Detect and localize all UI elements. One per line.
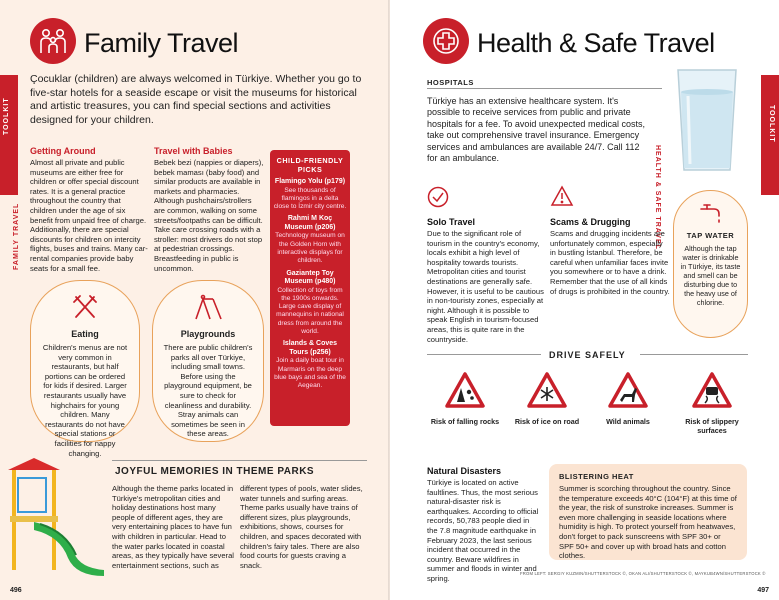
fork-knife-icon [41, 293, 129, 321]
pick-name: Flamingo Yolu (p179) [274, 178, 346, 185]
faucet-icon [680, 201, 741, 225]
pick-desc: Technology museum on the Golden Horn with interactive displays for children. [275, 232, 345, 265]
hospitals-rule [427, 88, 662, 89]
check-circle-icon [427, 186, 449, 213]
playground-slide-image [4, 458, 108, 578]
playgrounds-card [152, 280, 264, 442]
playgrounds-body: There are public children's parks all over Türkiye, including small towns. Before using the playground equipment, be sure to check for cleanliness and durability. Stray animals can sometimes be seen in these areas. [163, 343, 253, 439]
scams-body: Scams and drugging incidents are unfortunately common, especially in bustling İstanbul. Therefore, be careful when unfamiliar faces invite you somewhere or to have a drink. Remember that the use of all kinds of drugs is prohibited in the country. [550, 229, 670, 296]
tap-water-heading: TAP WATER [686, 231, 735, 240]
sign-ice-on-road [512, 372, 582, 426]
page-number-left: 496 [10, 587, 22, 594]
falling-rocks-icon [445, 372, 485, 408]
theme-parks-heading: JOYFUL MEMORIES IN THEME PARKS [115, 466, 315, 477]
getting-around-body: Almost all private and public museums are either free for children or offer special discount rates. It is a general practice throughout the country that children under the age of six benefit from unpaid free of charge. Additionally, there are special discounts for children on intercity flights, buses and trains. Many car-rental companies provide baby seats for a small fee. [30, 158, 148, 273]
drive-rule-right [640, 354, 748, 355]
travel-with-babies-body: Bebek bezi (nappies or diapers), bebek maması (baby food) and similar products are available in markets and pharmacies. Although pushchairs/strollers are common, walking on some streets/footpaths can be difficult. Take care crossing roads with a stroller: most drivers do not stop at pedestrian crossings. Breastfeeding in public is uncommon. [154, 158, 264, 273]
warning-icon [550, 185, 574, 212]
toolkit-tab-label: TOOLKIT [3, 97, 10, 135]
pick-name: Rahmi M Koç Museum (p206) [284, 215, 336, 231]
deer-icon [608, 372, 648, 408]
eating-card [30, 280, 140, 458]
blistering-heat-body: Summer is scorching throughout the country. Since the temperature exceeds 40°C (104°F) at this time of the year, the risk of sunstroke increases. Summer is even more challenging in seaside locations where humidity is high. To protect yourself from heatwaves, don't forget to pack sunscreens with SPF 30+ or SPF 50+ and cover up with broad hats and cotton clothes. [559, 484, 737, 561]
tap-water-body: Although the tap water is drinkable in Türkiye, its taste and smell can be disturbing due to the heavy use of chlorine. [680, 244, 741, 307]
eating-heading: Eating [71, 329, 99, 339]
section-side-label-left [5, 138, 23, 270]
slippery-road-icon [692, 372, 732, 408]
sign-label: Risk of falling rocks [430, 417, 500, 426]
theme-parks-col2: different types of pools, water slides, water tunnels and surfing areas. Theme parks usually have trains of different sizes, plus playgrounds, exhibitions, shows, courses for children, and spaces decorated with children's fairy tales. There are also food courts for guests craving a snack. [240, 484, 363, 570]
family-intro: Çocuklar (children) are always welcomed in Türkiye. Whether you go to five-star hotels for a seaside escape or visit the museums for historical and artistic treasures, you can find special sections and activities designed for your children. [30, 73, 362, 126]
drive-safely-heading: DRIVE SAFELY [549, 350, 626, 360]
travel-with-babies-heading: Travel with Babies [154, 146, 233, 156]
theme-parks-col1: Although the theme parks located in Türkiye's metropolitan cities and holiday destinations host many people of different ages, they are very entertaining places to have fun with children in particular. Head to the water parks located in coastal areas, as they typically have several entertainment sections, such as [112, 484, 234, 570]
pick-desc: Join a daily boat tour in Marmaris on the deep blue bays and sea of the Aegean. [274, 357, 346, 390]
sign-label: Wild animals [606, 417, 650, 426]
sign-wild-animals [593, 372, 663, 426]
sign-slippery [677, 372, 747, 435]
family-travel-side-label: FAMILY TRAVEL [13, 202, 20, 270]
tap-water-card [673, 190, 748, 338]
playground-icon [163, 293, 253, 321]
toolkit-tab-right [761, 75, 779, 195]
health-side-label: HEALTH & SAFE TRAVEL [654, 145, 662, 250]
natural-disasters-heading: Natural Disasters [427, 466, 502, 476]
ice-icon [527, 372, 567, 408]
playgrounds-heading: Playgrounds [180, 329, 236, 339]
eating-body: Children's menus are not very common in restaurants, but half portions can be ordered for kids if desired. Larger restaurants usually have highchairs for young children. Many restaurants do not have special stations or facilities for nappy changing. [42, 343, 128, 458]
pick-name: Gaziantep Toy Museum (p480) [284, 269, 336, 286]
scams-heading: Scams & Drugging [550, 217, 631, 227]
sign-label: Risk of slippery surfaces [685, 417, 739, 435]
pick-name: Islands & Coves Tours (p256) [282, 340, 338, 356]
water-glass-image [672, 66, 742, 176]
toolkit-tab-label: TOOLKIT [768, 105, 775, 143]
theme-parks-rule [112, 460, 367, 461]
page-title-family-travel: Family Travel [84, 28, 239, 58]
hospitals-heading: HOSPITALS [427, 78, 474, 87]
solo-travel-body: Due to the significant role of tourism in the country's economy, locals exhibit a high level of hospitality towards tourists. Metropolitan cities and tourist destinations are generally safe. However, it is useful to be cautious in non-touristy zones, especially at night. Although it is possible to speak English in tourism-focused areas, this is quite rare in the countryside. [427, 229, 544, 344]
blistering-heat-box [549, 464, 747, 560]
natural-disasters-body: Türkiye is located on active faultlines. Thus, the most serious natural-disaster risk is earthquakes. According to official records, 50,783 people died in the 7.8 magnitude earthquake in February 2023, the last serious incident that occurred in the country. Beware wildfires in summer and floods in winter and spring. [427, 478, 539, 583]
blistering-heat-heading: BLISTERING HEAT [559, 472, 634, 481]
sign-falling-rocks [430, 372, 500, 426]
photo-credits: FROM LEFT: SERGIY KUZMIN/SHUTTERSTOCK ©, OKAN ALI/SHUTTERSTOCK ©, MAYKUB4WN/SHUTTERSTOCK © [520, 571, 766, 576]
solo-travel-heading: Solo Travel [427, 217, 476, 227]
child-friendly-picks-box [270, 150, 350, 426]
pick-desc: See thousands of flamingos in a delta close to İzmir city centre. [273, 186, 347, 211]
pick-desc: Collection of toys from the 1900s onwards. Large cave display of mannequins in national dress from around the world. [276, 286, 344, 336]
family-icon [30, 18, 76, 64]
hospitals-body: Türkiye has an extensive healthcare system. It's possible to receive services from public and private hospitals for a fee. To avoid unexpected medical costs, take out comprehensive travel insurance. Emergency services and ambulances are available 24/7. Call 112 for an ambulance. [427, 96, 645, 164]
child-friendly-heading: CHILD-FRIENDLY PICKS [276, 156, 344, 174]
getting-around-heading: Getting Around [30, 146, 96, 156]
page-number-right: 497 [757, 587, 769, 594]
sign-label: Risk of ice on road [514, 417, 580, 426]
page-title-health: Health & Safe Travel [477, 28, 715, 58]
first-aid-icon [423, 18, 469, 64]
drive-rule-left [427, 354, 541, 355]
